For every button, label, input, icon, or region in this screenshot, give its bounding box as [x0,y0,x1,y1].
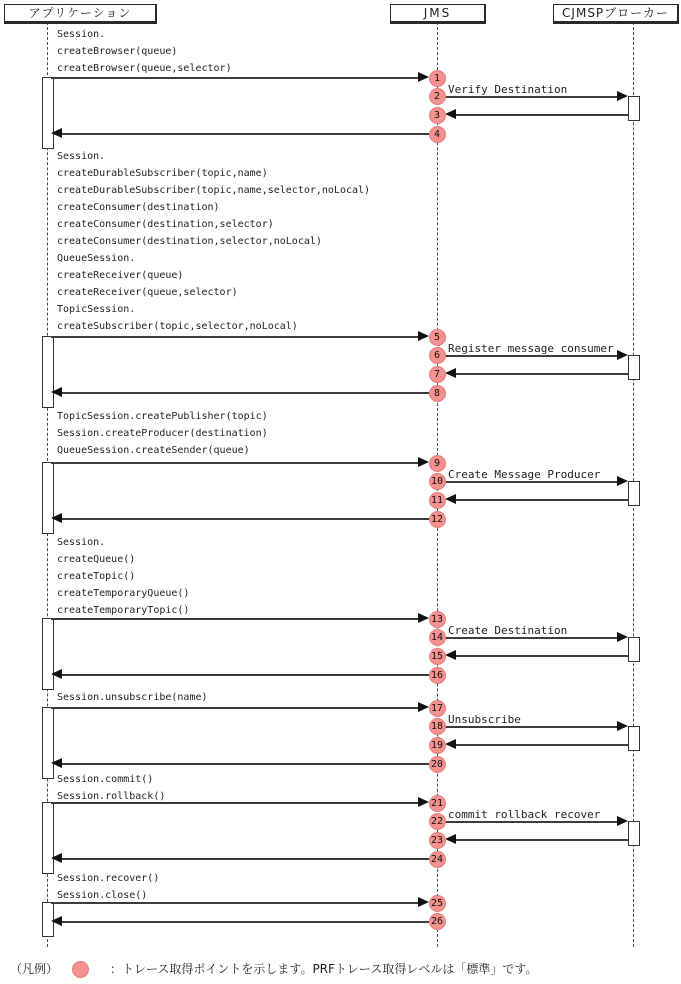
return-arrow-application [62,858,429,860]
method-call-text: Session.rollback() [57,791,166,802]
method-call-text: createTemporaryQueue() [57,588,190,599]
trace-point-12: 12 [429,511,446,528]
arrowhead-left-icon [51,758,62,768]
arrowhead-right-icon [418,72,429,82]
trace-point-7: 7 [429,366,446,383]
activation-bar-application [42,462,54,534]
arrowhead-left-icon [445,650,456,660]
arrowhead-right-icon [617,816,628,826]
trace-point-19: 19 [429,737,446,754]
arrowhead-left-icon [445,834,456,844]
trace-point-24: 24 [429,851,446,868]
method-call-text: Session. [57,29,106,40]
legend-prefix: （凡例） [10,962,59,976]
method-call-text: QueueSession.createSender(queue) [57,445,250,456]
method-call-text: createReceiver(queue,selector) [57,287,238,298]
return-arrow-application [62,921,429,923]
activation-bar-broker [628,355,640,380]
activation-bar-application [42,707,54,779]
return-arrow-application [62,392,429,394]
return-arrow-broker [456,373,628,375]
method-call-text: TopicSession.createPublisher(topic) [57,411,268,422]
arrowhead-left-icon [51,853,62,863]
call-arrow [51,707,420,709]
arrowhead-right-icon [617,91,628,101]
return-arrow-application [62,763,429,765]
return-arrow-broker [456,839,628,841]
actor-application: アプリケーション [4,4,157,24]
trace-point-1: 1 [429,70,446,87]
method-call-text: createSubscriber(topic,selector,noLocal) [57,321,298,332]
call-arrow [51,336,420,338]
activation-bar-broker [628,481,640,506]
trace-point-17: 17 [429,700,446,717]
jms-operation-label: commit rollback recover [448,808,601,821]
activation-bar-application [42,618,54,690]
method-call-text: createBrowser(queue) [57,46,178,57]
arrowhead-left-icon [51,669,62,679]
trace-point-2: 2 [429,88,446,105]
method-call-text: Session. [57,151,106,162]
arrowhead-right-icon [617,721,628,731]
arrowhead-right-icon [418,702,429,712]
activation-bar-broker [628,637,640,662]
method-call-text: Session.close() [57,890,148,901]
arrowhead-left-icon [51,128,62,138]
return-arrow-broker [456,655,628,657]
jms-operation-label: Unsubscribe [448,713,521,726]
trace-point-4: 4 [429,126,446,143]
arrowhead-left-icon [51,916,62,926]
arrowhead-left-icon [445,739,456,749]
jms-operation-label: Create Destination [448,624,568,637]
return-arrow-broker [456,114,628,116]
call-arrow [51,77,420,79]
legend-text: ：トレース取得ポイントを示します。PRFトレース取得レベルは「標準」です。 [110,962,538,976]
jms-operation-label: Verify Destination [448,83,568,96]
trace-point-18: 18 [429,718,446,735]
call-arrow [51,618,420,620]
arrowhead-left-icon [51,513,62,523]
return-arrow-application [62,674,429,676]
return-arrow-application [62,133,429,135]
trace-point-5: 5 [429,329,446,346]
method-call-text: createDurableSubscriber(topic,name,selector,noLocal) [57,185,371,196]
method-call-text: Session.unsubscribe(name) [57,692,208,703]
trace-point-9: 9 [429,455,446,472]
trace-point-10: 10 [429,473,446,490]
return-arrow-broker [456,499,628,501]
trace-point-16: 16 [429,667,446,684]
arrowhead-right-icon [418,457,429,467]
trace-point-23: 23 [429,832,446,849]
arrowhead-right-icon [418,613,429,623]
method-call-text: TopicSession. [57,304,136,315]
legend [0,958,681,980]
trace-point-26: 26 [429,913,446,930]
actor-cjmsp-broker: CJMSPブローカー [553,4,679,24]
activation-bar-application [42,77,54,149]
arrowhead-left-icon [445,109,456,119]
trace-point-21: 21 [429,795,446,812]
method-call-text: QueueSession. [57,253,136,264]
arrowhead-left-icon [445,494,456,504]
activation-bar-broker [628,726,640,751]
method-call-text: Session.commit() [57,774,154,785]
jms-operation-label: Register message consumer [448,342,614,355]
return-arrow-application [62,518,429,520]
method-call-text: createConsumer(destination,selector,noLocal) [57,236,322,247]
trace-point-25: 25 [429,895,446,912]
method-call-text: createTopic() [57,571,136,582]
activation-bar-broker [628,96,640,121]
trace-point-13: 13 [429,611,446,628]
method-call-text: createDurableSubscriber(topic,name) [57,168,268,179]
method-call-text: createTemporaryTopic() [57,605,190,616]
trace-point-22: 22 [429,813,446,830]
activation-bar-broker [628,821,640,846]
arrowhead-right-icon [418,897,429,907]
method-call-text: createConsumer(destination) [57,202,220,213]
call-arrow [51,902,420,904]
trace-point-15: 15 [429,648,446,665]
trace-point-14: 14 [429,629,446,646]
arrowhead-right-icon [617,632,628,642]
trace-point-6: 6 [429,347,446,364]
method-call-text: createConsumer(destination,selector) [57,219,274,230]
method-call-text: Session.recover() [57,873,160,884]
arrowhead-right-icon [617,476,628,486]
method-call-text: Session.createProducer(destination) [57,428,268,439]
trace-point-3: 3 [429,107,446,124]
arrowhead-right-icon [418,797,429,807]
arrowhead-left-icon [445,368,456,378]
method-call-text: createQueue() [57,554,136,565]
activation-bar-application [42,802,54,874]
activation-bar-application [42,336,54,408]
trace-point-8: 8 [429,385,446,402]
return-arrow-broker [456,744,628,746]
arrowhead-right-icon [617,350,628,360]
arrowhead-left-icon [51,387,62,397]
arrowhead-right-icon [418,331,429,341]
trace-point-icon [72,961,89,978]
trace-point-11: 11 [429,492,446,509]
jms-operation-label: Create Message Producer [448,468,601,481]
actor-jms: JMS [390,4,486,24]
method-call-text: createBrowser(queue,selector) [57,63,232,74]
method-call-text: createReceiver(queue) [57,270,184,281]
call-arrow [51,462,420,464]
method-call-text: Session. [57,537,106,548]
trace-point-20: 20 [429,756,446,773]
